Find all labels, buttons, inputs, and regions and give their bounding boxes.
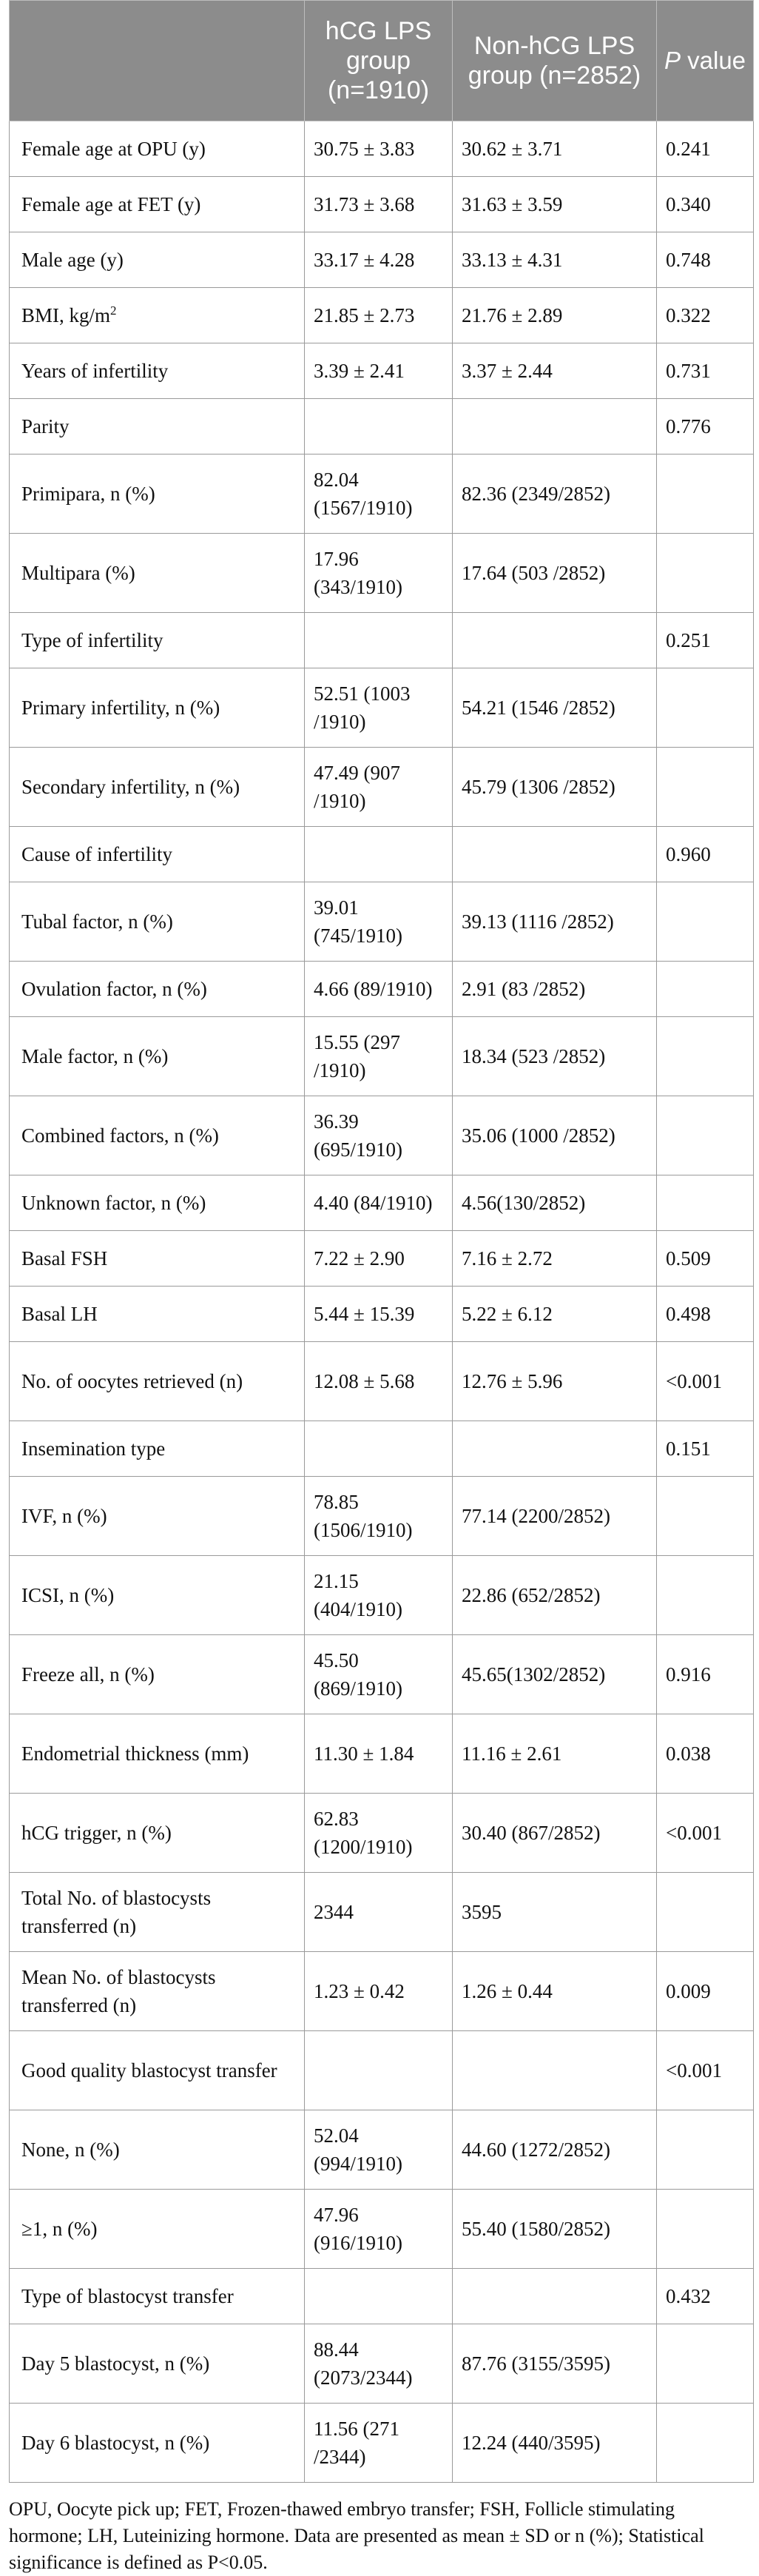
- p-value: [657, 1873, 754, 1952]
- non-hcg-lps-value-text: 31.63 ± 3.59: [462, 193, 563, 215]
- non-hcg-lps-value: [453, 2324, 657, 2404]
- p-value: [657, 1794, 754, 1873]
- p-value: [657, 1477, 754, 1556]
- p-value: [657, 1175, 754, 1231]
- p-value: [657, 613, 754, 668]
- hcg-lps-value: [305, 2269, 453, 2324]
- row-label-text: Good quality blastocyst transfer: [21, 2059, 277, 2082]
- row-label-text: Parity: [21, 415, 70, 437]
- p-value: [657, 2190, 754, 2269]
- table-footnote: OPU, Oocyte pick up; FET, Frozen-thawed embryo transfer; FSH, Follicle stimulating hormone; LH, Luteinizing hormone. Data are presented as mean ± SD or n (%); Statistical significance is defined as P<0.05.: [9, 2498, 704, 2573]
- header-empty: [10, 1, 305, 121]
- non-hcg-lps-value: [453, 1342, 657, 1421]
- row-label-text: Day 6 blastocyst, n (%): [21, 2432, 210, 2454]
- hcg-lps-value: [305, 1714, 453, 1794]
- p-value: [657, 288, 754, 343]
- hcg-lps-value-text: 52.51 (1003 /1910): [314, 682, 411, 733]
- non-hcg-lps-value: [453, 1477, 657, 1556]
- table-row: [10, 1635, 754, 1714]
- hcg-lps-value: [305, 1421, 453, 1477]
- table-row: [10, 2269, 754, 2324]
- p-value-text: 0.776: [666, 415, 711, 437]
- non-hcg-lps-value: [453, 534, 657, 613]
- bmi-unit-superscript: 2: [110, 303, 117, 318]
- p-value: [657, 1342, 754, 1421]
- row-label-text: Unknown factor, n (%): [21, 1192, 206, 1214]
- hcg-lps-value-text: 78.85 (1506/1910): [314, 1491, 413, 1541]
- row-label-text: Day 5 blastocyst, n (%): [21, 2352, 210, 2375]
- p-value: [657, 1096, 754, 1175]
- table-row: [10, 232, 754, 288]
- p-value: [657, 882, 754, 962]
- row-label-text: Male factor, n (%): [21, 1045, 169, 1067]
- hcg-lps-value: [305, 1873, 453, 1952]
- table-row: [10, 2324, 754, 2404]
- table-row: [10, 1421, 754, 1477]
- row-label: [10, 748, 305, 827]
- table-row: [10, 1873, 754, 1952]
- hcg-lps-value: [305, 668, 453, 748]
- row-label: [10, 1231, 305, 1287]
- hcg-lps-value: [305, 1231, 453, 1287]
- table-row: [10, 534, 754, 613]
- hcg-lps-value: [305, 1017, 453, 1096]
- row-label: [10, 1287, 305, 1342]
- row-label: [10, 232, 305, 288]
- non-hcg-lps-value: [453, 2404, 657, 2483]
- p-value-text: <0.001: [666, 1822, 722, 1844]
- hcg-lps-value: [305, 748, 453, 827]
- hcg-lps-value-text: 4.66 (89/1910): [314, 978, 433, 1000]
- hcg-lps-value-text: 5.44 ± 15.39: [314, 1303, 415, 1325]
- table-row: [10, 2031, 754, 2110]
- header-non-hcg-lps-group: Non-hCG LPS group (n=2852): [453, 1, 657, 121]
- p-value-text: 0.340: [666, 193, 711, 215]
- row-label: [10, 2031, 305, 2110]
- p-value: [657, 232, 754, 288]
- hcg-lps-value: [305, 613, 453, 668]
- table-row: [10, 1017, 754, 1096]
- hcg-lps-value: [305, 2324, 453, 2404]
- row-label: [10, 1794, 305, 1873]
- non-hcg-lps-value: [453, 1873, 657, 1952]
- non-hcg-lps-value-text: 55.40 (1580/2852): [462, 2218, 610, 2240]
- table-row: [10, 288, 754, 343]
- table-body: [10, 121, 754, 2483]
- p-value: [657, 1287, 754, 1342]
- non-hcg-lps-value: [453, 2269, 657, 2324]
- hcg-lps-value: [305, 232, 453, 288]
- hcg-lps-value: [305, 1556, 453, 1635]
- non-hcg-lps-value-text: 18.34 (523 /2852): [462, 1045, 606, 1067]
- row-label: [10, 613, 305, 668]
- row-label-text: hCG trigger, n (%): [21, 1822, 172, 1844]
- header-p-letter: P: [664, 47, 681, 74]
- p-value: [657, 2110, 754, 2190]
- non-hcg-lps-value-text: 39.13 (1116 /2852): [462, 910, 614, 933]
- p-value: [657, 668, 754, 748]
- p-value: [657, 2031, 754, 2110]
- table-row: [10, 1794, 754, 1873]
- p-value: [657, 962, 754, 1017]
- hcg-lps-value: [305, 827, 453, 882]
- hcg-lps-value-text: 11.56 (271 /2344): [314, 2418, 399, 2468]
- row-label-text: Combined factors, n (%): [21, 1124, 219, 1147]
- row-label-text: Female age at OPU (y): [21, 138, 206, 160]
- hcg-lps-value-text: 17.96 (343/1910): [314, 548, 402, 598]
- hcg-lps-value-text: 30.75 ± 3.83: [314, 138, 415, 160]
- non-hcg-lps-value: [453, 827, 657, 882]
- hcg-lps-value-text: 7.22 ± 2.90: [314, 1247, 405, 1269]
- hcg-lps-value: [305, 1794, 453, 1873]
- p-value: [657, 1231, 754, 1287]
- row-label-text: Basal LH: [21, 1303, 98, 1325]
- non-hcg-lps-value: [453, 1287, 657, 1342]
- row-label: [10, 882, 305, 962]
- row-label-text: Type of infertility: [21, 629, 163, 651]
- non-hcg-lps-value: [453, 1556, 657, 1635]
- non-hcg-lps-value-text: 3595: [462, 1901, 502, 1923]
- p-value: [657, 455, 754, 534]
- non-hcg-lps-value: [453, 2110, 657, 2190]
- row-label-text: Insemination type: [21, 1438, 166, 1460]
- row-label: [10, 177, 305, 232]
- p-value: [657, 1714, 754, 1794]
- row-label-text: Tubal factor, n (%): [21, 910, 173, 933]
- p-value: [657, 1017, 754, 1096]
- row-label: [10, 1952, 305, 2031]
- p-value: [657, 399, 754, 455]
- p-value: [657, 121, 754, 177]
- hcg-lps-value-text: 1.23 ± 0.42: [314, 1980, 405, 2002]
- table-row: [10, 1556, 754, 1635]
- non-hcg-lps-value-text: 2.91 (83 /2852): [462, 978, 586, 1000]
- table-row: [10, 1714, 754, 1794]
- table-row: [10, 748, 754, 827]
- p-value-text: 0.009: [666, 1980, 711, 2002]
- p-value-text: 0.509: [666, 1247, 711, 1269]
- table-row: [10, 399, 754, 455]
- p-value-text: 0.241: [666, 138, 711, 160]
- non-hcg-lps-value: [453, 962, 657, 1017]
- row-label: [10, 455, 305, 534]
- row-label-text: Years of infertility: [21, 360, 169, 382]
- hcg-lps-value-text: 2344: [314, 1901, 354, 1923]
- non-hcg-lps-value: [453, 288, 657, 343]
- hcg-lps-value: [305, 962, 453, 1017]
- row-label: [10, 1096, 305, 1175]
- p-value: [657, 1556, 754, 1635]
- row-label-text: Female age at FET (y): [21, 193, 201, 215]
- row-label: [10, 399, 305, 455]
- p-value: [657, 1635, 754, 1714]
- hcg-lps-value-text: 12.08 ± 5.68: [314, 1370, 415, 1392]
- non-hcg-lps-value: [453, 232, 657, 288]
- non-hcg-lps-value: [453, 1175, 657, 1231]
- row-label: [10, 1714, 305, 1794]
- non-hcg-lps-value: [453, 1714, 657, 1794]
- hcg-lps-value: [305, 1096, 453, 1175]
- hcg-lps-value-text: 62.83 (1200/1910): [314, 1808, 413, 1858]
- p-value-text: 0.731: [666, 360, 711, 382]
- row-label-text: Cause of infertility: [21, 843, 172, 865]
- non-hcg-lps-value-text: 77.14 (2200/2852): [462, 1505, 610, 1527]
- row-label-text: Male age (y): [21, 249, 124, 271]
- p-value: [657, 748, 754, 827]
- table-row: [10, 1287, 754, 1342]
- non-hcg-lps-value-text: 87.76 (3155/3595): [462, 2352, 610, 2375]
- row-label: [10, 1477, 305, 1556]
- non-hcg-lps-value: [453, 1421, 657, 1477]
- non-hcg-lps-value-text: 7.16 ± 2.72: [462, 1247, 553, 1269]
- p-value: [657, 827, 754, 882]
- non-hcg-lps-value: [453, 2031, 657, 2110]
- p-value-text: 0.960: [666, 843, 711, 865]
- p-value: [657, 177, 754, 232]
- non-hcg-lps-value-text: 22.86 (652/2852): [462, 1584, 601, 1606]
- table-row: [10, 1342, 754, 1421]
- table-row: [10, 1096, 754, 1175]
- row-label: [10, 2269, 305, 2324]
- non-hcg-lps-value: [453, 882, 657, 962]
- hcg-lps-value-text: 33.17 ± 4.28: [314, 249, 415, 271]
- hcg-lps-value-text: 39.01 (745/1910): [314, 896, 402, 947]
- non-hcg-lps-value-text: 30.62 ± 3.71: [462, 138, 563, 160]
- row-label: [10, 2190, 305, 2269]
- hcg-lps-value-text: 15.55 (297 /1910): [314, 1031, 400, 1081]
- table-row: [10, 177, 754, 232]
- non-hcg-lps-value: [453, 1952, 657, 2031]
- hcg-lps-value: [305, 288, 453, 343]
- non-hcg-lps-value-text: 3.37 ± 2.44: [462, 360, 553, 382]
- p-value-text: 0.322: [666, 304, 711, 326]
- table-container: [9, 0, 753, 2576]
- table-row: [10, 121, 754, 177]
- hcg-lps-value: [305, 1342, 453, 1421]
- table-row: [10, 613, 754, 668]
- row-label-text: Type of blastocyst transfer: [21, 2285, 234, 2307]
- hcg-lps-value: [305, 2404, 453, 2483]
- hcg-lps-value: [305, 343, 453, 399]
- p-value-text: 0.748: [666, 249, 711, 271]
- non-hcg-lps-value: [453, 613, 657, 668]
- non-hcg-lps-value: [453, 121, 657, 177]
- row-label-text: BMI, kg/m: [21, 304, 111, 326]
- p-value-text: 0.432: [666, 2285, 711, 2307]
- row-label: [10, 1635, 305, 1714]
- table-row: [10, 2190, 754, 2269]
- table-row: [10, 827, 754, 882]
- row-label-text: None, n (%): [21, 2139, 120, 2161]
- row-label: [10, 534, 305, 613]
- hcg-lps-value-text: 88.44 (2073/2344): [314, 2338, 413, 2389]
- hcg-lps-value-text: 11.30 ± 1.84: [314, 1743, 414, 1765]
- table-row: [10, 343, 754, 399]
- p-value: [657, 2269, 754, 2324]
- row-label: [10, 668, 305, 748]
- non-hcg-lps-value: [453, 1096, 657, 1175]
- hcg-lps-value: [305, 399, 453, 455]
- hcg-lps-value: [305, 2110, 453, 2190]
- header-row: [10, 1, 754, 121]
- p-value-text: <0.001: [666, 2059, 722, 2082]
- non-hcg-lps-value: [453, 1794, 657, 1873]
- non-hcg-lps-value-text: 11.16 ± 2.61: [462, 1743, 562, 1765]
- non-hcg-lps-value-text: 17.64 (503 /2852): [462, 562, 606, 584]
- non-hcg-lps-value: [453, 399, 657, 455]
- row-label: [10, 121, 305, 177]
- non-hcg-lps-value-text: 45.65(1302/2852): [462, 1663, 606, 1686]
- row-label: [10, 343, 305, 399]
- non-hcg-lps-value: [453, 748, 657, 827]
- hcg-lps-value: [305, 455, 453, 534]
- row-label: [10, 288, 305, 343]
- p-value: [657, 1421, 754, 1477]
- row-label-text: Secondary infertility, n (%): [21, 776, 240, 798]
- hcg-lps-value-text: 52.04 (994/1910): [314, 2124, 402, 2175]
- table-row: [10, 1477, 754, 1556]
- row-label: [10, 1175, 305, 1231]
- hcg-lps-value: [305, 1287, 453, 1342]
- row-label: [10, 962, 305, 1017]
- p-value-text: 0.916: [666, 1663, 711, 1686]
- hcg-lps-value-text: 21.15 (404/1910): [314, 1570, 402, 1620]
- non-hcg-lps-value-text: 1.26 ± 0.44: [462, 1980, 553, 2002]
- p-value: [657, 534, 754, 613]
- hcg-lps-value: [305, 121, 453, 177]
- table-row: [10, 1175, 754, 1231]
- p-value-text: 0.038: [666, 1743, 711, 1765]
- row-label-text: Primipara, n (%): [21, 483, 155, 505]
- hcg-lps-value-text: 36.39 (695/1910): [314, 1110, 402, 1161]
- non-hcg-lps-value-text: 33.13 ± 4.31: [462, 249, 563, 271]
- row-label-text: ICSI, n (%): [21, 1584, 115, 1606]
- header-hcg-lps-group: hCG LPS group (n=1910): [305, 1, 453, 121]
- table-row: [10, 2110, 754, 2190]
- hcg-lps-value-text: 4.40 (84/1910): [314, 1192, 433, 1214]
- row-label-text: IVF, n (%): [21, 1505, 107, 1527]
- hcg-lps-value: [305, 2031, 453, 2110]
- row-label-text: Ovulation factor, n (%): [21, 978, 207, 1000]
- row-label: [10, 1421, 305, 1477]
- row-label-text: Total No. of blastocysts transferred (n): [21, 1887, 212, 1937]
- table-row: [10, 1952, 754, 2031]
- table-row: [10, 2404, 754, 2483]
- p-value-text: <0.001: [666, 1370, 722, 1392]
- non-hcg-lps-value-text: 12.24 (440/3595): [462, 2432, 601, 2454]
- hcg-lps-value-text: 47.96 (916/1910): [314, 2204, 402, 2254]
- table-row: [10, 962, 754, 1017]
- table-row: [10, 882, 754, 962]
- non-hcg-lps-value: [453, 1231, 657, 1287]
- non-hcg-lps-value-text: 45.79 (1306 /2852): [462, 776, 615, 798]
- row-label-text: Multipara (%): [21, 562, 135, 584]
- hcg-lps-value: [305, 1952, 453, 2031]
- row-label-text: Basal FSH: [21, 1247, 108, 1269]
- row-label: [10, 2404, 305, 2483]
- hcg-lps-value-text: 45.50 (869/1910): [314, 1649, 402, 1700]
- row-label: [10, 2324, 305, 2404]
- non-hcg-lps-value-text: 82.36 (2349/2852): [462, 483, 610, 505]
- non-hcg-lps-value: [453, 455, 657, 534]
- header-value-word: value: [680, 47, 746, 74]
- p-value-text: 0.151: [666, 1438, 711, 1460]
- non-hcg-lps-value-text: 5.22 ± 6.12: [462, 1303, 553, 1325]
- non-hcg-lps-value-text: 12.76 ± 5.96: [462, 1370, 563, 1392]
- non-hcg-lps-value: [453, 177, 657, 232]
- row-label-text: ≥1, n (%): [21, 2218, 98, 2240]
- non-hcg-lps-value-text: 4.56(130/2852): [462, 1192, 586, 1214]
- non-hcg-lps-value-text: 44.60 (1272/2852): [462, 2139, 610, 2161]
- table-row: [10, 455, 754, 534]
- row-label-text: No. of oocytes retrieved (n): [21, 1370, 243, 1392]
- hcg-lps-value-text: 31.73 ± 3.68: [314, 193, 415, 215]
- row-label: [10, 1017, 305, 1096]
- row-label: [10, 1873, 305, 1952]
- p-value: [657, 2324, 754, 2404]
- baseline-characteristics-table: [9, 0, 754, 2483]
- hcg-lps-value: [305, 177, 453, 232]
- hcg-lps-value: [305, 882, 453, 962]
- non-hcg-lps-value-text: 35.06 (1000 /2852): [462, 1124, 615, 1147]
- row-label: [10, 1556, 305, 1635]
- row-label-text: Primary infertility, n (%): [21, 697, 220, 719]
- hcg-lps-value: [305, 1635, 453, 1714]
- non-hcg-lps-value: [453, 1635, 657, 1714]
- p-value-text: 0.251: [666, 629, 711, 651]
- non-hcg-lps-value: [453, 668, 657, 748]
- table-row: [10, 1231, 754, 1287]
- hcg-lps-value-text: 3.39 ± 2.41: [314, 360, 405, 382]
- p-value: [657, 343, 754, 399]
- hcg-lps-value: [305, 1175, 453, 1231]
- non-hcg-lps-value-text: 54.21 (1546 /2852): [462, 697, 615, 719]
- hcg-lps-value-text: 82.04 (1567/1910): [314, 469, 413, 519]
- p-value: [657, 1952, 754, 2031]
- p-value: [657, 2404, 754, 2483]
- hcg-lps-value-text: 21.85 ± 2.73: [314, 304, 415, 326]
- header-p-value: [657, 1, 754, 121]
- non-hcg-lps-value: [453, 1017, 657, 1096]
- table-row: [10, 668, 754, 748]
- hcg-lps-value: [305, 534, 453, 613]
- row-label-text: Endometrial thickness (mm): [21, 1743, 249, 1765]
- non-hcg-lps-value: [453, 343, 657, 399]
- non-hcg-lps-value-text: 21.76 ± 2.89: [462, 304, 563, 326]
- hcg-lps-value: [305, 2190, 453, 2269]
- row-label-text: Mean No. of blastocysts transferred (n): [21, 1966, 216, 2016]
- p-value-text: 0.498: [666, 1303, 711, 1325]
- row-label: [10, 1342, 305, 1421]
- row-label: [10, 2110, 305, 2190]
- non-hcg-lps-value: [453, 2190, 657, 2269]
- hcg-lps-value-text: 47.49 (907 /1910): [314, 762, 400, 812]
- row-label-text: Freeze all, n (%): [21, 1663, 155, 1686]
- hcg-lps-value: [305, 1477, 453, 1556]
- row-label: [10, 827, 305, 882]
- non-hcg-lps-value-text: 30.40 (867/2852): [462, 1822, 601, 1844]
